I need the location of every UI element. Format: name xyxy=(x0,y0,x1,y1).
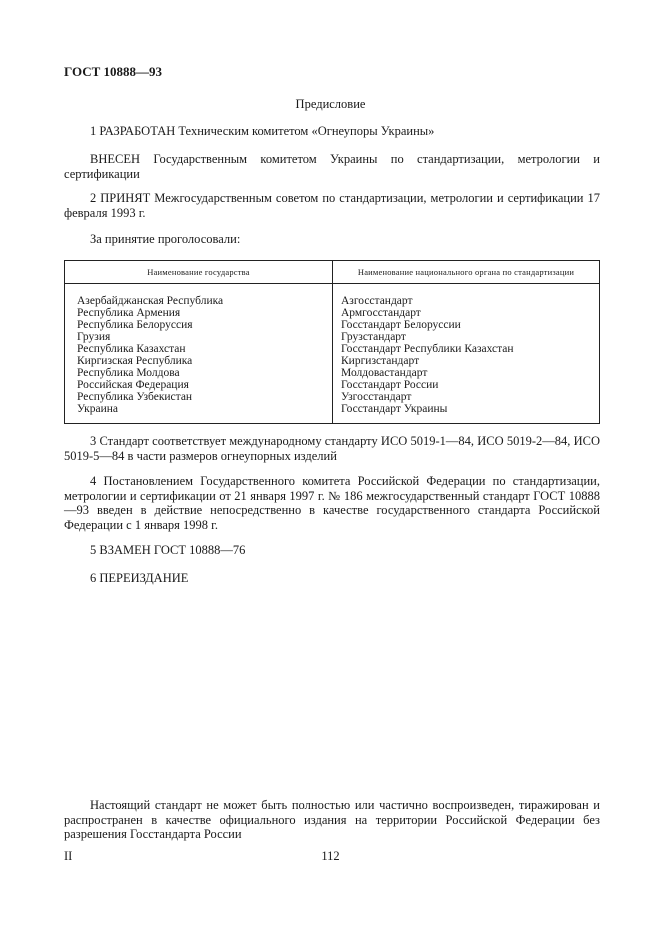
paragraph-copyright-notice: Настоящий стандарт не может быть полностью или частично воспроизведен, тиражирован и распространен в качестве официального издания на территории Российской Федерации без разрешения Госстандарта России xyxy=(64,798,600,841)
page-roman-numeral: II xyxy=(64,849,73,863)
table-cell-body: Грузстандарт xyxy=(341,331,406,343)
table-cell-state: Грузия xyxy=(77,331,111,343)
table-cell-state: Азербайджанская Республика xyxy=(77,295,224,307)
table-cell-state: Российская Федерация xyxy=(77,379,189,391)
table-cell-state: Республика Узбекистан xyxy=(77,391,193,403)
table-column-states xyxy=(77,295,223,415)
table-cell-body: Госстандарт Республики Казахстан xyxy=(341,343,514,355)
table-cell-state: Республика Казахстан xyxy=(77,343,186,355)
paragraph-voted-for: За принятие проголосовали: xyxy=(90,232,241,246)
table-cell-state: Киргизская Республика xyxy=(77,355,193,367)
table-cell-state: Республика Молдова xyxy=(77,367,180,379)
table-cell-body: Армгосстандарт xyxy=(341,307,421,319)
table-cell-body: Азгосстандарт xyxy=(341,295,413,307)
table-cell-state: Республика Белоруссия xyxy=(77,319,193,331)
table-cell-body: Госстандарт Украины xyxy=(341,403,448,415)
table-cell-body: Госстандарт России xyxy=(341,379,439,391)
table-column-divider xyxy=(332,261,333,423)
paragraph-developed-by: 1 РАЗРАБОТАН Техническим комитетом «Огнеупоры Украины» xyxy=(90,124,435,138)
paragraph-reissue: 6 ПЕРЕИЗДАНИЕ xyxy=(90,571,189,585)
table-cell-state: Республика Армения xyxy=(77,307,181,319)
table-cell-body: Молдовастандарт xyxy=(341,367,428,379)
voting-table xyxy=(64,260,600,424)
page-number: 112 xyxy=(321,849,340,863)
table-cell-body: Госстандарт Белоруссии xyxy=(341,319,461,331)
table-cell-body: Киргизстандарт xyxy=(341,355,420,367)
table-header-standards-body: Наименование национального органа по стандартизации xyxy=(357,267,575,277)
table-header-state: Наименование государства xyxy=(147,267,250,277)
paragraph-enactment: 4 Постановлением Государственного комитета Российской Федерации по стандартизации, метрологии и сертификации от 21 января 1997 г. № 186 межгосударственный стандарт ГОСТ 10888—93 введен в действие непосредственно в качестве государственного стандарта Российской Федерации с 1 января 1998 г. xyxy=(64,474,600,532)
table-cell-body: Узгосстандарт xyxy=(341,391,412,403)
document-code: ГОСТ 10888—93 xyxy=(64,64,163,79)
table-cell-state: Украина xyxy=(77,403,118,415)
table-column-bodies xyxy=(341,295,514,415)
paragraph-iso-conformance: 3 Стандарт соответствует международному стандарту ИСО 5019-1—84, ИСО 5019-2—84, ИСО 5019-5—84 в части размеров огнеупорных изделий xyxy=(64,434,600,463)
section-title: Предисловие xyxy=(295,97,366,111)
paragraph-introduced-by: ВНЕСЕН Государственным комитетом Украины по стандартизации, метрологии и сертификации xyxy=(64,152,600,181)
paragraph-adopted: 2 ПРИНЯТ Межгосударственным советом по стандартизации, метрологии и сертификации 17 февраля 1993 г. xyxy=(64,191,600,220)
table-header-rule xyxy=(65,283,599,284)
paragraph-replaces: 5 ВЗАМЕН ГОСТ 10888—76 xyxy=(90,543,246,557)
